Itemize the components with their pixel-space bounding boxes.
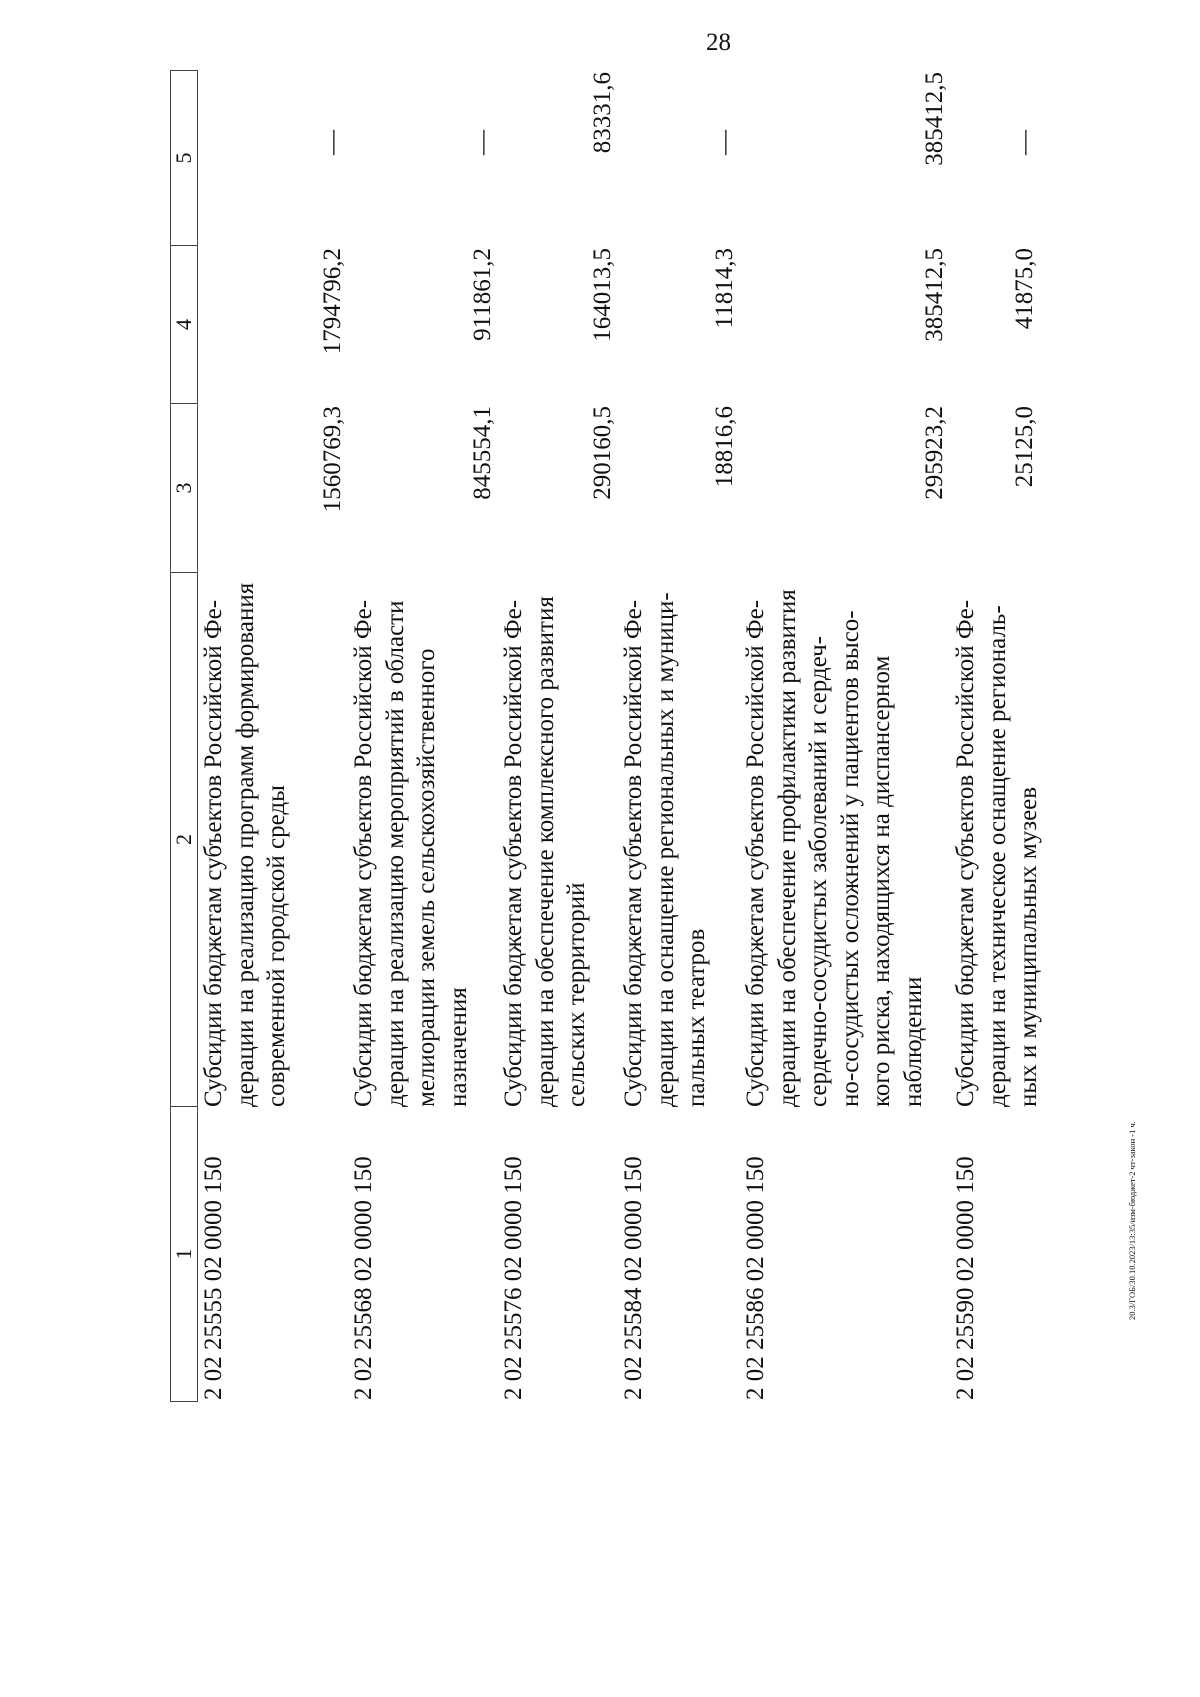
description-line: мелиорации земель сельскохозяйственного: [413, 648, 440, 1107]
amount-cell-4: 1794796,2: [318, 248, 346, 355]
amount-cell-3: 1560769,3: [318, 406, 346, 513]
budget-code-cell: 2 02 25590 02 0000 150: [952, 1156, 979, 1400]
description-line: современной городской среды: [263, 785, 290, 1107]
amount-cell-4: 11814,3: [710, 248, 738, 329]
description-line: сельских территорий: [563, 882, 590, 1107]
amount-cell-5: —: [468, 130, 496, 155]
table-row: [618, 70, 740, 1402]
description-cell: [498, 573, 618, 1107]
description-cell: [950, 573, 1040, 1107]
amount-cell-3: 845554,1: [468, 406, 496, 500]
description-cell: [740, 573, 950, 1107]
amount-cell-4: 385412,5: [920, 248, 948, 342]
header-col-1: 1: [170, 1107, 198, 1402]
header-col-5: 5: [170, 70, 198, 246]
description-line: ных и муниципальных музеев: [1015, 786, 1042, 1107]
budget-code-cell: 2 02 25555 02 0000 150: [200, 1156, 227, 1400]
table-row: [498, 70, 618, 1402]
table-row: [198, 70, 348, 1402]
description-line: сердечно-сосудистых заболеваний и сердеч-: [805, 636, 832, 1107]
amount-cell-4: 164013,5: [588, 248, 616, 342]
description-line: дерации на техническое оснащение региональ-: [983, 605, 1011, 1107]
description-line: дерации на реализацию мероприятий в области: [381, 600, 409, 1107]
amount-cell-4: 911861,2: [468, 248, 496, 341]
description-line: Субсидии бюджетам субъектов Российской Фе-: [200, 599, 227, 1107]
budget-code-cell: 2 02 25576 02 0000 150: [500, 1156, 527, 1400]
amount-cell-5: 83331,6: [588, 72, 616, 154]
description-line: кого риска, находящихся на диспансерном: [868, 655, 895, 1107]
amount-cell-3: 295923,2: [920, 406, 948, 500]
description-line: дерации на обеспечение комплексного развития: [531, 596, 559, 1107]
amount-cell-3: 25125,0: [1010, 406, 1038, 488]
amount-cell-5: —: [1010, 130, 1038, 155]
description-line: но-сосудистых осложнений у пациентов высо-: [836, 610, 864, 1107]
description-line: Субсидии бюджетам субъектов Российской Фе-: [952, 599, 979, 1107]
footer-stamp: 20.3/ГОБ/30.10.2023/13:35/изм-бюджет-2 чт-закон -1 ч.: [1127, 1121, 1137, 1320]
header-col-3: 3: [170, 404, 198, 573]
description-line: пальных театров: [683, 928, 710, 1107]
amount-cell-3: 18816,6: [710, 406, 738, 488]
description-cell: [618, 573, 740, 1107]
table-row: [740, 70, 950, 1402]
table-header-row: [170, 70, 198, 1402]
amount-cell-5: —: [710, 130, 738, 155]
description-line: Субсидии бюджетам субъектов Российской Фе-: [500, 599, 527, 1107]
budget-table: [170, 70, 1040, 1402]
description-line: дерации на оснащение региональных и муници-: [651, 592, 679, 1107]
budget-code-cell: 2 02 25568 02 0000 150: [350, 1156, 377, 1400]
budget-code-cell: 2 02 25586 02 0000 150: [742, 1156, 769, 1400]
rotated-table-container: [170, 70, 1040, 1402]
amount-cell-5: —: [318, 130, 346, 155]
amount-cell-4: 41875,0: [1010, 248, 1038, 330]
budget-code-cell: 2 02 25584 02 0000 150: [620, 1156, 647, 1400]
description-cell: [198, 573, 348, 1107]
description-line: дерации на реализацию программ формирования: [231, 582, 259, 1107]
amount-cell-3: 290160,5: [588, 406, 616, 500]
header-col-2: 2: [170, 573, 198, 1107]
description-line: Субсидии бюджетам субъектов Российской Фе-: [350, 599, 377, 1107]
description-line: Субсидии бюджетам субъектов Российской Фе-: [620, 599, 647, 1107]
description-line: дерации на обеспечение профилактики развития: [773, 589, 801, 1107]
header-col-4: 4: [170, 246, 198, 404]
table-body: [198, 70, 1040, 1402]
description-cell: [348, 573, 498, 1107]
amount-cell-5: 385412,5: [920, 72, 948, 166]
description-line: Субсидии бюджетам субъектов Российской Фе-: [742, 599, 769, 1107]
table-row: [348, 70, 498, 1402]
table-row: [950, 70, 1040, 1402]
page-number: 28: [706, 29, 731, 56]
description-line: наблюдении: [899, 976, 927, 1107]
description-line: назначения: [444, 987, 472, 1107]
